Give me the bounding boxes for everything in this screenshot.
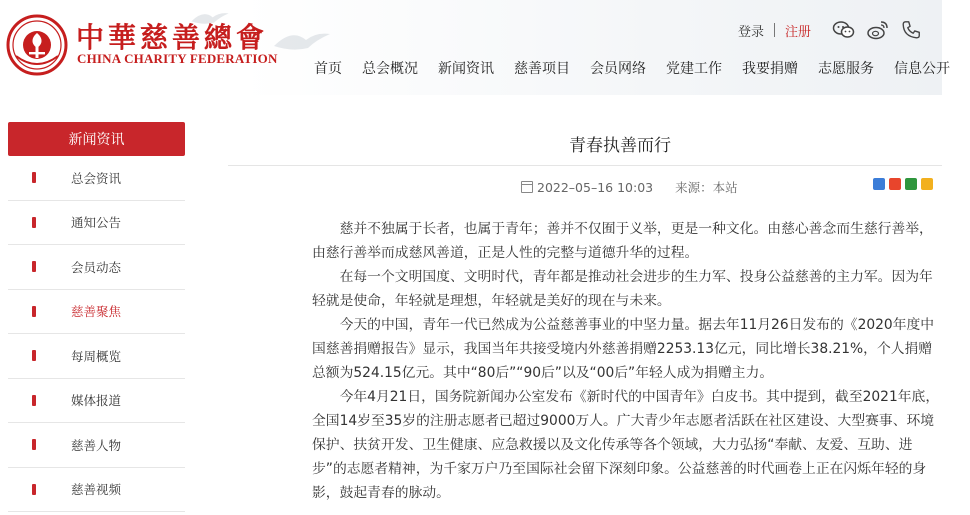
nav-volunteer[interactable]: 志愿服务 [818, 61, 874, 77]
nav-projects[interactable]: 慈善项目 [514, 61, 570, 77]
bullet-bar-icon [32, 172, 36, 183]
phone-icon[interactable] [900, 18, 922, 42]
share-buttons [873, 178, 937, 190]
wechat-icon[interactable] [832, 18, 856, 42]
logo-english-text[interactable]: CHINA CHARITY FEDERATION [77, 51, 278, 66]
dove-decoration-icon [272, 26, 332, 56]
sidebar-item-charity-focus[interactable] [8, 290, 185, 335]
nav-overview[interactable]: 总会概况 [362, 61, 418, 77]
nav-home[interactable]: 首页 [314, 61, 342, 77]
bullet-bar-icon [32, 306, 36, 317]
share-weibo-icon[interactable] [889, 178, 901, 190]
sidebar-item-member-news[interactable] [8, 245, 185, 290]
sidebar-item-label: 慈善聚焦 [71, 304, 122, 320]
nav-donate[interactable]: 我要捐赠 [742, 61, 798, 77]
sidebar-item-label: 慈善人物 [71, 437, 122, 453]
bullet-bar-icon [32, 439, 36, 450]
sidebar-item-label: 会员动态 [71, 259, 122, 275]
sidebar-item-notices[interactable] [8, 201, 185, 246]
nav-members[interactable]: 会员网络 [590, 61, 646, 77]
sidebar [8, 122, 185, 512]
sidebar-item-charity-people[interactable] [8, 423, 185, 468]
header-background [242, 0, 942, 95]
article [228, 122, 942, 501]
nav-party-work[interactable]: 党建工作 [666, 61, 722, 77]
calendar-icon [521, 181, 533, 193]
share-plus-icon[interactable] [873, 178, 885, 190]
site-header [0, 0, 950, 95]
weibo-icon[interactable] [866, 18, 890, 42]
sidebar-item-weekly-overview[interactable] [8, 334, 185, 379]
share-qzone-icon[interactable] [921, 178, 933, 190]
article-paragraph: 在每一个文明国度、文明时代，青年都是推动社会进步的生力军、投身公益慈善的主力军。因为年轻就是使命，年轻就是理想，年轻就是美好的现在与未来。 [312, 269, 933, 309]
sidebar-item-label: 慈善视频 [71, 482, 122, 498]
register-link[interactable]: 注册 [785, 24, 812, 40]
sidebar-item-label: 总会资讯 [71, 170, 122, 186]
article-paragraph: 今年4月21日，国务院新闻办公室发布《新时代的中国青年》白皮书。其中提到，截至2021年底，全国14岁至35岁的注册志愿者已超过9000万人。广大青少年志愿者活跃在社区建设、大型赛事、环境保护、扶贫开发、卫生健康、应急救援以及文化传承等各个领域，大力弘扬“奉献、友爱、互助、进步”的志愿者精神，为千家万户乃至国际社会留下深刻印象。公益慈善的时代画卷上正在闪烁年轻的身影，鼓起青春的脉动。 [312, 389, 940, 501]
bullet-bar-icon [32, 217, 36, 228]
sidebar-heading[interactable]: 新闻资讯 [8, 122, 185, 156]
account-links [738, 20, 811, 40]
logo-chinese-text[interactable]: 中華慈善總會 [76, 21, 269, 54]
bullet-bar-icon [32, 350, 36, 361]
article-source: 来源：本站 [675, 180, 738, 195]
sidebar-item-media-reports[interactable] [8, 379, 185, 424]
sidebar-item-label: 每周概览 [71, 348, 122, 364]
share-douban-icon[interactable] [905, 178, 917, 190]
link-divider [774, 23, 775, 37]
bullet-bar-icon [32, 395, 36, 406]
sidebar-item-label: 通知公告 [71, 215, 122, 231]
article-body [312, 217, 942, 505]
main-navigation [314, 58, 970, 80]
nav-disclosure[interactable]: 信息公开 [894, 61, 950, 77]
article-paragraph: 今天的中国，青年一代已然成为公益慈善事业的中坚力量。据去年11月26日发布的《2020年度中国慈善捐赠报告》显示，我国当年共接受境内外慈善捐赠2253.13亿元，同比增长38.21%，个人捐赠总额为524.15亿元。其中“80后”“90后”以及“00后”年轻人成为捐赠主力。 [312, 317, 935, 381]
sidebar-item-charity-videos[interactable] [8, 468, 185, 513]
nav-news[interactable]: 新闻资讯 [438, 61, 494, 77]
bullet-bar-icon [32, 261, 36, 272]
article-date: 2022–05–16 10:03 [537, 179, 654, 195]
sidebar-item-label: 媒体报道 [71, 393, 122, 409]
article-paragraph: 慈并不独属于长者，也属于青年；善并不仅囿于义举，更是一种文化。由慈心善念而生慈行善举，由慈行善举而成慈风善道，正是人性的完整与道德升华的过程。 [312, 221, 933, 261]
sidebar-item-federation-news[interactable] [8, 156, 185, 201]
article-meta [521, 178, 738, 196]
bullet-bar-icon [32, 484, 36, 495]
logo-emblem-icon[interactable] [6, 14, 68, 76]
article-title: 青春执善而行 [228, 122, 942, 166]
login-link[interactable]: 登录 [738, 24, 765, 40]
